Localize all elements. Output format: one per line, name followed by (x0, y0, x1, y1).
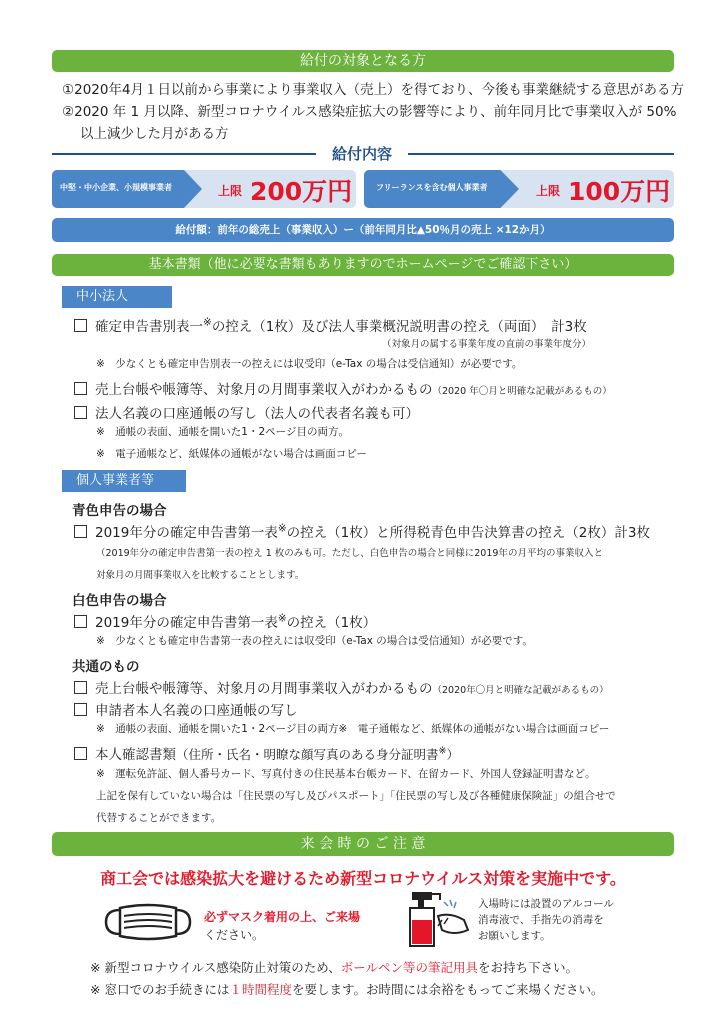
common-item-2 (74, 699, 298, 719)
white-item-1-rest: の控え（1枚） (286, 615, 377, 631)
checkbox-icon (74, 382, 87, 395)
corp-item-1-note: （対象月の属する事業年度の直前の事業年度分） (382, 339, 592, 350)
visit-note-2-b: を要します。お時間には余裕をもってご来場ください。 (291, 982, 604, 997)
common-item-3-text: 本人確認書類 (95, 747, 176, 763)
corp-item-3-note2: ※ 電子通帳など、紙媒体の通帳がない場合は画面コピー (96, 448, 367, 460)
target-item-2: ②2020 年 1 月以降、新型コロナウイルス感染症拡大の影響等により、前年同月比で事業収入が 50% (62, 104, 677, 120)
visit-note-2 (90, 980, 603, 998)
checkbox-icon (74, 406, 87, 419)
visit-note-2-a: ※ 窓口でのお手続きには (90, 982, 230, 997)
corp-label: 中堅・中小企業、小規模事業者 (60, 183, 172, 192)
common-item-3-close: ） (446, 747, 459, 762)
corp-item-3-text: 法人名義の口座通帳の写し（法人の代表者名義も可） (95, 406, 419, 422)
corp-limit-prefix: 上限 (218, 184, 243, 198)
blue-item-1 (74, 521, 650, 541)
indiv-limit-box (364, 170, 674, 208)
white-return-title: 白色申告の場合 (72, 593, 167, 609)
alcohol-sanitizer-icon (398, 890, 474, 950)
corp-item-1-note2: ※ 少なくとも確定申告別表一の控えには収受印（e-Tax の場合は受信通知）が必要です。 (96, 358, 523, 370)
common-item-2-text: 申請者本人名義の口座通帳の写し (95, 703, 298, 719)
mask-icon (102, 900, 194, 944)
common-item-3-note2: 上記を保有していない場合は「住民票の写し及びパスポート」「住民票の写し及び各種健康保険証」の組合せで (96, 790, 616, 802)
blue-note-1: （2019年分の確定申告書第一表の控え 1 枚のみも可。ただし、白色申告の場合と同様に2019年の月平均の事業収入と (96, 548, 603, 559)
white-note: ※ 少なくとも確定申告書第一表の控えには収受印（e-Tax の場合は受信通知）が必要です。 (96, 635, 533, 647)
mask-black-text: ください。 (204, 928, 265, 942)
blue-item-1-text: 2019年分の確定申告書第一表 (95, 525, 278, 541)
visit-header: 来 会 時 の ご 注 意 (52, 832, 674, 856)
checkbox-icon (74, 615, 87, 628)
common-title: 共通のもの (72, 659, 140, 675)
common-item-3-note1: ※ 運転免許証、個人番号カード、写真付きの住民基本台帳カード、在留カード、外国人登録証明書など。 (96, 768, 596, 780)
alcohol-text-3: お願いします。 (478, 930, 551, 942)
common-item-1-text: 売上台帳や帳簿等、対象月の月間事業収入がわかるもの (95, 681, 433, 697)
corp-item-3-note1: ※ 通帳の表面、通帳を開いた1・2ページ目の両方。 (96, 426, 349, 438)
indiv-label: フリーランスを含む個人事業者 (376, 183, 488, 192)
corp-section-label: 中小法人 (62, 286, 172, 308)
visit-note-1-a: ※ 新型コロナウイルス感染防止対策のため、 (90, 960, 341, 975)
corp-item-2-small: （2020 年〇月と明確な記載があるもの） (432, 386, 612, 397)
white-item-1-text: 2019年分の確定申告書第一表 (95, 615, 278, 631)
checkbox-icon (74, 747, 87, 760)
visit-note-1-b: をお持ち下さい。 (477, 960, 578, 975)
alcohol-text-2: 消毒液で、手指先の消毒を (478, 914, 604, 926)
corp-item-1-rest: の控え（1枚）及び法人事業概況説明書の控え（両面） 計3枚 (211, 319, 587, 335)
white-item-1 (74, 611, 376, 631)
target-item-1: ①2020年4月１日以前から事業により事業収入（売上）を得ており、今後も事業継続する意思がある方 (62, 82, 685, 98)
corp-item-2-text: 売上台帳や帳簿等、対象月の月間事業収入がわかるもの (95, 382, 433, 398)
checkbox-icon (74, 319, 87, 332)
common-item-1 (74, 677, 609, 697)
mask-red-text: 必ずマスク着用の上、ご来場 (204, 910, 361, 924)
checkbox-icon (74, 525, 87, 538)
visit-note-1-red: ボールペン等の筆記用具 (340, 960, 478, 975)
footnote-mark: ※ (203, 316, 212, 329)
visit-note-1 (90, 958, 578, 976)
indiv-limit-amount: 100万円 (568, 177, 671, 206)
target-header: 給付の対象となる方 (52, 50, 674, 72)
corp-item-1 (74, 315, 587, 335)
visit-red-headline: 商工会では感染拡大を避けるため新型コロナウイルス対策を実施中です。 (100, 869, 626, 888)
checkbox-icon (74, 681, 87, 694)
target-item-2-cont: 以上減少した月がある方 (80, 126, 229, 142)
blue-return-title: 青色申告の場合 (72, 503, 167, 519)
visit-note-2-red: １時間程度 (229, 982, 292, 997)
blue-item-1-rest: の控え（1枚）と所得税青色申告決算書の控え（2枚）計3枚 (286, 525, 650, 541)
footnote-mark: ※ (277, 612, 287, 625)
common-item-3-rest: （住所・氏名・明瞭な顔写真のある身分証明書 (176, 747, 439, 762)
benefit-formula: 給付額：前年の総売上（事業収入）ー（前年同月比▲50％月の売上 ×12か月） (52, 218, 674, 242)
common-item-2-note: ※ 通帳の表面、通帳を開いた1・2ページ目の両方※ 電子通帳など、紙媒体の通帳がない場合は画面コピー (96, 723, 610, 735)
indiv-limit-prefix: 上限 (536, 184, 561, 198)
common-item-3 (74, 743, 459, 763)
footnote-mark: ※ (277, 522, 287, 535)
indiv-section-label: 個人事業者等 (62, 470, 186, 492)
corp-item-2 (74, 378, 612, 398)
benefit-header: 給付内容 (316, 143, 408, 165)
footnote-mark: ※ (438, 745, 447, 757)
checkbox-icon (74, 703, 87, 716)
corp-limit-amount: 200万円 (250, 177, 353, 206)
corp-item-3 (74, 402, 419, 422)
corp-item-1-text: 確定申告書別表一 (95, 319, 203, 335)
common-item-1-small: （2020年〇月と明確な記載があるもの） (432, 685, 609, 696)
blue-note-2: 対象月の月間事業収入を比較することとします。 (96, 570, 305, 581)
docs-header: 基本書類（他に必要な書類もありますのでホームページでご確認下さい） (52, 254, 674, 276)
corp-limit-box (52, 170, 356, 208)
common-item-3-note3: 代替することができます。 (96, 812, 222, 824)
alcohol-text-1: 入場時には設置のアルコール (478, 898, 614, 910)
